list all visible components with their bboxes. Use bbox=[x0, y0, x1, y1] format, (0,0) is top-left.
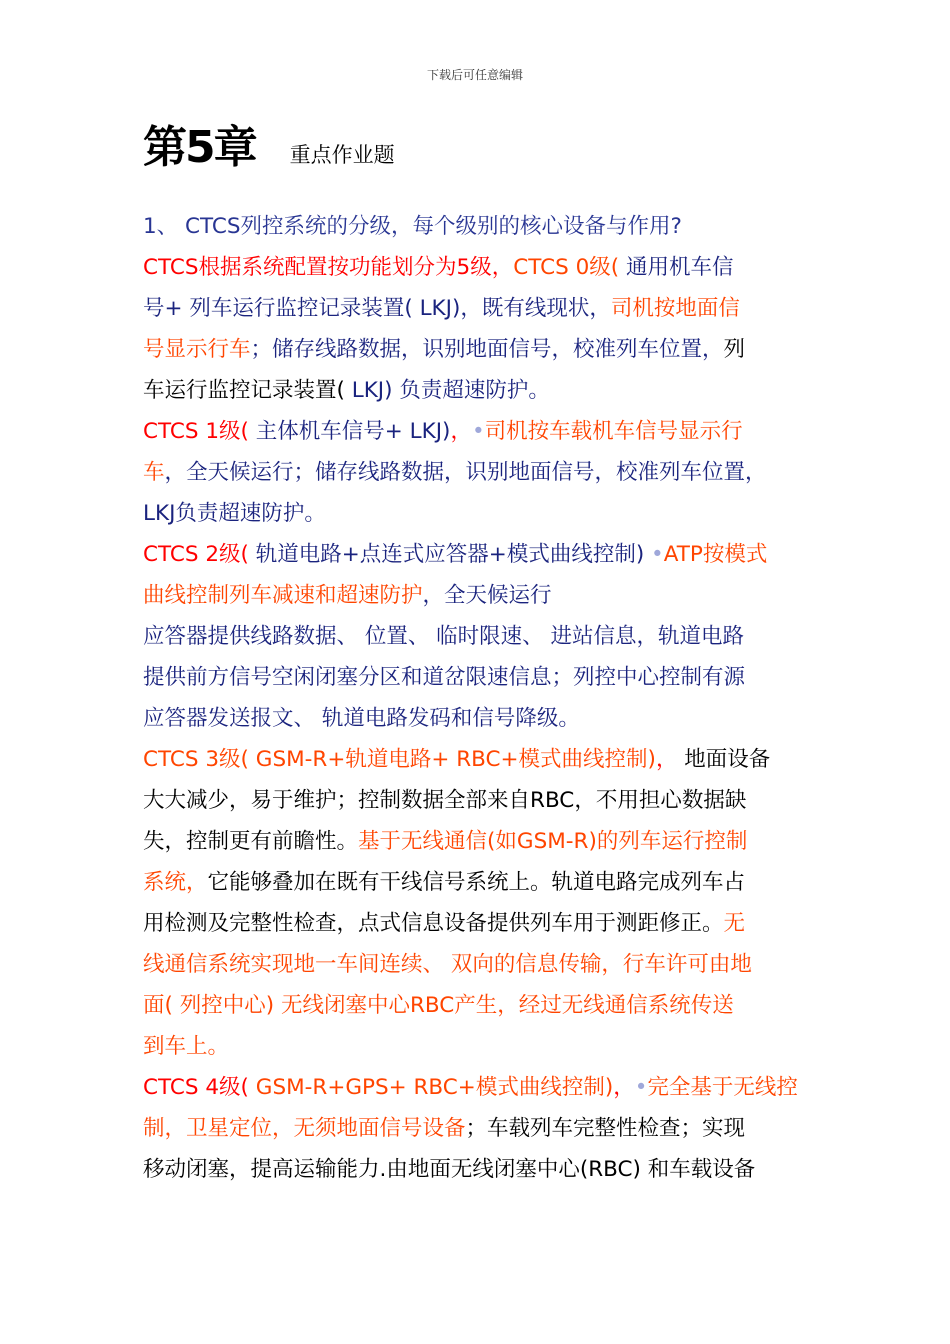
text-segment: 1、 CTCS列控系统的分级，每个级别的核心设备与作用? bbox=[143, 214, 682, 239]
document-body bbox=[143, 206, 815, 1190]
text-line bbox=[143, 903, 815, 944]
text-segment: 曲线控制列车减速和超速防护 bbox=[143, 583, 423, 608]
text-segment: 车 bbox=[143, 460, 165, 485]
text-segment: 线通信系统实现地一车间连续、 双向的信息传输，行车许可由地 bbox=[143, 952, 752, 977]
text-segment: 通用机车信 bbox=[619, 255, 734, 280]
text-line bbox=[143, 1067, 815, 1108]
text-segment: 移动闭塞，提高运输能力.由地面无线闭塞中心(RBC) 和车载设备 bbox=[143, 1157, 756, 1182]
text-segment: GSM-R bbox=[248, 747, 328, 772]
text-line bbox=[143, 1026, 815, 1067]
text-segment: 主体机车信号+ LKJ) bbox=[248, 419, 451, 444]
text-line bbox=[143, 821, 815, 862]
text-line bbox=[143, 862, 815, 903]
text-segment: 面( 列控中心) 无线闭塞中心RBC产生，经过无线通信系统传送 bbox=[143, 993, 734, 1018]
text-segment: 制，卫星定位，无须地面信号设备 bbox=[143, 1116, 466, 1141]
chapter-number: 第5章 bbox=[143, 122, 256, 173]
text-segment: 号+ 列车运行监控记录装置( LKJ)，既有线现状， bbox=[143, 296, 611, 321]
text-line bbox=[143, 657, 815, 698]
text-segment: • bbox=[471, 419, 485, 444]
text-line bbox=[143, 575, 815, 616]
text-segment: LKJ负责超速防护。 bbox=[143, 501, 326, 526]
text-line bbox=[143, 1108, 815, 1149]
text-segment: CTCS 0级( bbox=[513, 255, 620, 280]
text-line bbox=[143, 411, 815, 452]
text-line bbox=[143, 534, 815, 575]
text-segment: 无 bbox=[723, 911, 746, 936]
text-segment: 大大减少，易于维护；控制数据全部来自RBC，不用担心数据缺 bbox=[143, 788, 747, 813]
text-line bbox=[143, 780, 815, 821]
text-segment: ， bbox=[613, 1075, 635, 1100]
text-segment: 基于无线通信(如GSM-R)的列车运行控制 bbox=[358, 829, 748, 854]
text-segment: 应答器发送报文、 轨道电路发码和信号降级。 bbox=[143, 706, 580, 731]
text-segment: ， bbox=[655, 747, 678, 772]
text-line bbox=[143, 616, 815, 657]
text-segment: 车运行监控记录装置( bbox=[143, 378, 345, 403]
text-line bbox=[143, 370, 815, 411]
text-segment: 列 bbox=[723, 337, 746, 362]
text-segment: ，全天候运行；储存线路数据，识别地面信号，校准列车位置， bbox=[164, 460, 767, 485]
text-line bbox=[143, 493, 815, 534]
text-line bbox=[143, 985, 815, 1026]
text-line bbox=[143, 698, 815, 739]
page-header: 下载后可任意编辑 bbox=[426, 68, 523, 82]
text-segment: 系统， bbox=[143, 870, 208, 895]
chapter-subtitle: 重点作业题 bbox=[289, 143, 395, 167]
text-segment: 提供前方信号空闲闭塞分区和道岔限速信息；列控中心控制有源 bbox=[143, 665, 746, 690]
text-segment: LKJ) 负责超速防护。 bbox=[344, 378, 550, 403]
text-segment: 司机按地面信 bbox=[610, 296, 740, 321]
text-segment: 地面设备 bbox=[677, 747, 771, 772]
text-segment: 用检测及完整性检查，点式信息设备提供列车用于测距修正。 bbox=[143, 911, 724, 936]
text-line bbox=[143, 1149, 815, 1190]
text-segment: CTCS 1级( bbox=[143, 419, 249, 444]
text-segment: +轨道电路+ RBC+模式曲线控制) bbox=[327, 747, 656, 772]
text-segment: 司机按车载机车信号显示行 bbox=[484, 419, 743, 444]
text-line bbox=[143, 206, 815, 247]
text-line bbox=[143, 247, 815, 288]
text-segment: CTCS 4级( bbox=[143, 1075, 249, 1100]
text-segment: ，全天候运行 bbox=[422, 583, 552, 608]
text-line bbox=[143, 288, 815, 329]
text-segment: 它能够叠加在既有干线信号系统上。轨道电路完成列车占 bbox=[207, 870, 746, 895]
text-segment: ；储存线路数据，识别地面信号，校准列车位置， bbox=[250, 337, 724, 362]
text-segment: 到车上。 bbox=[143, 1034, 230, 1059]
text-segment: CTCS 2级( bbox=[143, 542, 249, 567]
text-segment: CTCS根据系统配置按功能划分为5级， bbox=[143, 255, 514, 280]
text-segment: GSM-R+GPS+ RBC+模式曲线控制) bbox=[248, 1075, 614, 1100]
text-line bbox=[143, 329, 815, 370]
text-segment: 完全基于无线控 bbox=[647, 1075, 798, 1100]
text-segment: 失，控制更有前瞻性。 bbox=[143, 829, 359, 854]
text-segment: 号显示行车 bbox=[143, 337, 251, 362]
text-line bbox=[143, 944, 815, 985]
text-segment: 轨道电路+点连式应答器+模式曲线控制) bbox=[248, 542, 645, 567]
text-segment: 应答器提供线路数据、 位置、 临时限速、 进站信息，轨道电路 bbox=[143, 624, 745, 649]
text-segment: • bbox=[644, 542, 664, 567]
chapter-heading bbox=[143, 120, 395, 176]
text-segment: ；车载列车完整性检查；实现 bbox=[465, 1116, 746, 1141]
text-segment: • bbox=[634, 1075, 648, 1100]
text-segment: CTCS 3级( bbox=[143, 747, 249, 772]
text-segment: ， bbox=[450, 419, 472, 444]
text-line bbox=[143, 452, 815, 493]
text-line bbox=[143, 739, 815, 780]
text-segment: ATP按模式 bbox=[663, 542, 768, 567]
